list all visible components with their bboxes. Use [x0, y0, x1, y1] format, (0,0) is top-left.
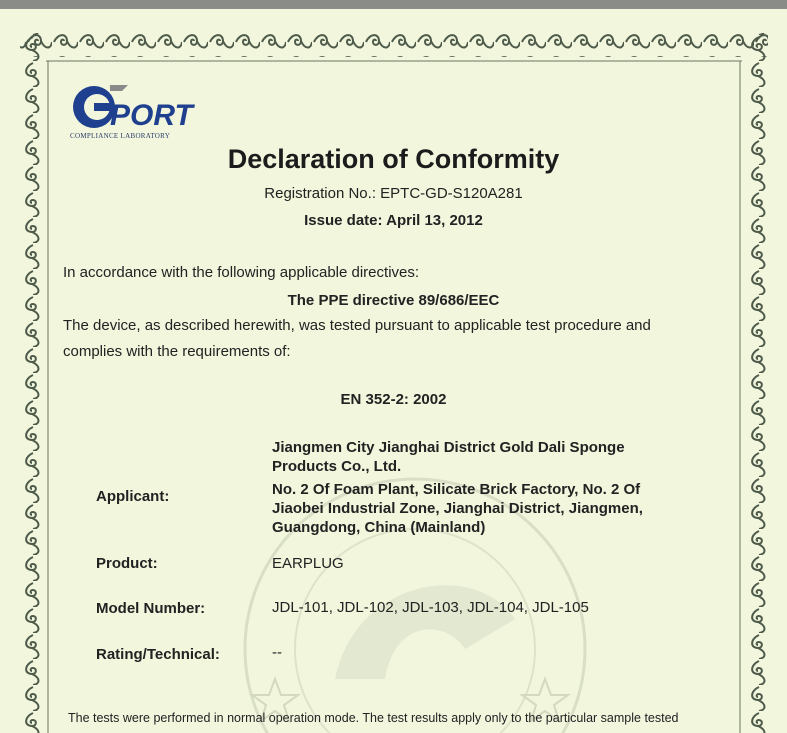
- device-statement-line-1: The device, as described herewith, was tested pursuant to applicable test procedure and: [63, 317, 651, 334]
- directive-name: The PPE directive 89/686/EEC: [287, 292, 500, 309]
- applicant-name-line-2: Products Co., Ltd.: [272, 458, 402, 475]
- rating-technical-label: Rating/Technical:: [96, 646, 220, 663]
- registration-number: Registration No.: EPTC-GD-S120A281: [264, 185, 523, 202]
- standard-number: EN 352-2: 2002: [340, 391, 447, 408]
- certificate-sheet: [0, 9, 787, 733]
- applicant-address-line-2: Jiaobei Industrial Zone, Jianghai District, Jiangmen,: [272, 500, 643, 517]
- applicant-address-line-3: Guangdong, China (Mainland): [272, 519, 486, 536]
- model-number-label: Model Number:: [96, 600, 206, 617]
- logo-company-line: COMPLIANCE LABORATORY: [70, 132, 171, 140]
- directives-intro: In accordance with the following applicable directives:: [63, 264, 420, 281]
- model-number-value: JDL-101, JDL-102, JDL-103, JDL-104, JDL-105: [272, 599, 589, 616]
- product-value: EARPLUG: [272, 555, 344, 572]
- device-statement-line-2: complies with the requirements of:: [63, 343, 291, 360]
- document-title: Declaration of Conformity: [227, 144, 560, 174]
- logo-brand-text: PORT: [110, 99, 193, 132]
- rating-technical-value: --: [272, 644, 282, 661]
- applicant-label: Applicant:: [96, 488, 170, 505]
- footer-note: The tests were performed in normal operation mode. The test results apply only to the particular sample tested: [68, 711, 679, 725]
- issue-date: Issue date: April 13, 2012: [304, 212, 483, 229]
- product-label: Product:: [96, 555, 158, 572]
- applicant-name-line-1: Jiangmen City Jianghai District Gold Dali Sponge: [272, 439, 625, 456]
- applicant-address-line-1: No. 2 Of Foam Plant, Silicate Brick Factory, No. 2 Of: [272, 481, 641, 498]
